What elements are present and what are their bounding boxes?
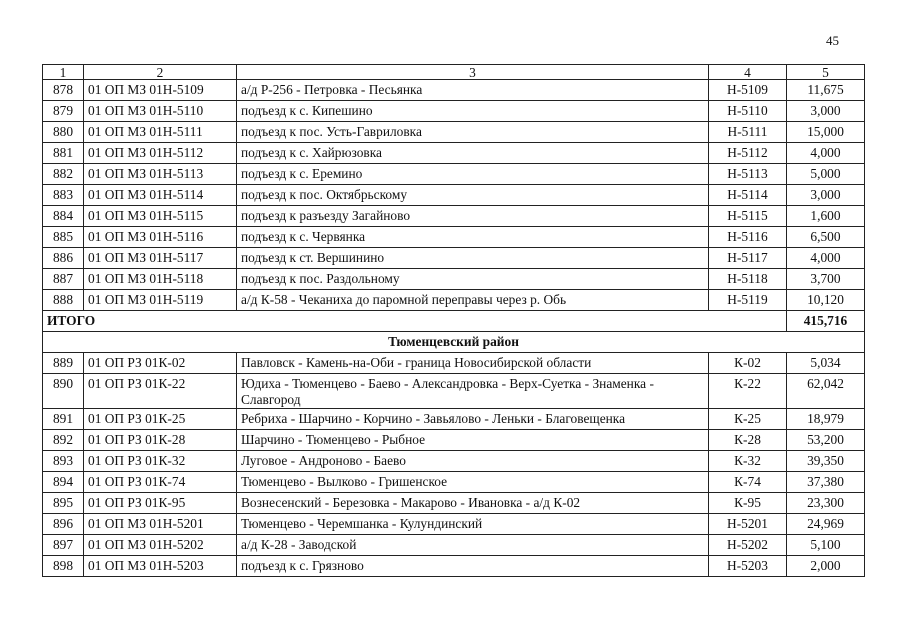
road-short-code: К-22 xyxy=(709,374,787,409)
row-number: 886 xyxy=(43,248,84,269)
road-short-code: Н-5116 xyxy=(709,227,787,248)
row-number: 890 xyxy=(43,374,84,409)
road-length: 23,300 xyxy=(787,493,865,514)
table-row xyxy=(43,374,865,409)
road-id: 01 ОП РЗ 01К-22 xyxy=(84,374,237,409)
road-id: 01 ОП МЗ 01Н-5116 xyxy=(84,227,237,248)
road-short-code: Н-5110 xyxy=(709,101,787,122)
column-header: 5 xyxy=(787,65,865,80)
table-row xyxy=(43,269,865,290)
row-number: 895 xyxy=(43,493,84,514)
road-id: 01 ОП МЗ 01Н-5109 xyxy=(84,80,237,101)
road-name: Луговое - Андроново - Баево xyxy=(237,451,709,472)
road-short-code: Н-5202 xyxy=(709,535,787,556)
road-short-code: Н-5113 xyxy=(709,164,787,185)
road-short-code: Н-5114 xyxy=(709,185,787,206)
road-short-code: К-95 xyxy=(709,493,787,514)
table-row xyxy=(43,227,865,248)
table-row xyxy=(43,101,865,122)
road-length: 3,000 xyxy=(787,101,865,122)
road-id: 01 ОП МЗ 01Н-5203 xyxy=(84,556,237,577)
table-row xyxy=(43,80,865,101)
road-short-code: Н-5112 xyxy=(709,143,787,164)
road-name: Тюменцево - Вылково - Гришенское xyxy=(237,472,709,493)
road-id: 01 ОП МЗ 01Н-5112 xyxy=(84,143,237,164)
road-name: Тюменцево - Черемшанка - Кулундинский xyxy=(237,514,709,535)
road-name: Вознесенский - Березовка - Макарово - Ивановка - а/д К-02 xyxy=(237,493,709,514)
table-row xyxy=(43,164,865,185)
road-length: 24,969 xyxy=(787,514,865,535)
road-id: 01 ОП РЗ 01К-95 xyxy=(84,493,237,514)
row-number: 893 xyxy=(43,451,84,472)
road-length: 5,100 xyxy=(787,535,865,556)
row-number: 891 xyxy=(43,409,84,430)
road-name: подъезд к пос. Октябрьскому xyxy=(237,185,709,206)
table-row xyxy=(43,430,865,451)
table-row xyxy=(43,122,865,143)
road-length: 6,500 xyxy=(787,227,865,248)
road-name: подъезд к разъезду Загайново xyxy=(237,206,709,227)
row-number: 881 xyxy=(43,143,84,164)
row-number: 879 xyxy=(43,101,84,122)
road-length: 5,034 xyxy=(787,353,865,374)
road-name: Шарчино - Тюменцево - Рыбное xyxy=(237,430,709,451)
row-number: 892 xyxy=(43,430,84,451)
road-short-code: К-28 xyxy=(709,430,787,451)
road-id: 01 ОП МЗ 01Н-5110 xyxy=(84,101,237,122)
table-row xyxy=(43,290,865,311)
road-short-code: К-74 xyxy=(709,472,787,493)
total-label: ИТОГО xyxy=(43,311,787,332)
road-id: 01 ОП МЗ 01Н-5117 xyxy=(84,248,237,269)
road-short-code: Н-5201 xyxy=(709,514,787,535)
row-number: 896 xyxy=(43,514,84,535)
row-number: 897 xyxy=(43,535,84,556)
road-id: 01 ОП МЗ 01Н-5114 xyxy=(84,185,237,206)
road-name: а/д Р-256 - Петровка - Песьянка xyxy=(237,80,709,101)
road-length: 15,000 xyxy=(787,122,865,143)
road-id: 01 ОП РЗ 01К-74 xyxy=(84,472,237,493)
road-name: Ребриха - Шарчино - Корчино - Завьялово - Леньки - Благовещенка xyxy=(237,409,709,430)
road-name: подъезд к с. Кипешино xyxy=(237,101,709,122)
road-length: 11,675 xyxy=(787,80,865,101)
row-number: 885 xyxy=(43,227,84,248)
road-id: 01 ОП МЗ 01Н-5113 xyxy=(84,164,237,185)
row-number: 887 xyxy=(43,269,84,290)
road-id: 01 ОП РЗ 01К-25 xyxy=(84,409,237,430)
road-short-code: Н-5109 xyxy=(709,80,787,101)
table-row xyxy=(43,353,865,374)
column-header: 3 xyxy=(237,65,709,80)
road-length: 18,979 xyxy=(787,409,865,430)
total-row xyxy=(43,311,865,332)
table-row xyxy=(43,514,865,535)
road-id: 01 ОП МЗ 01Н-5115 xyxy=(84,206,237,227)
roads-table xyxy=(42,64,865,577)
road-length: 62,042 xyxy=(787,374,865,409)
section-title: Тюменцевский район xyxy=(43,332,865,353)
road-length: 4,000 xyxy=(787,143,865,164)
row-number: 883 xyxy=(43,185,84,206)
road-length: 2,000 xyxy=(787,556,865,577)
column-header: 4 xyxy=(709,65,787,80)
road-length: 4,000 xyxy=(787,248,865,269)
road-name: подъезд к пос. Усть-Гавриловка xyxy=(237,122,709,143)
road-name: Юдиха - Тюменцево - Баево - Александровка - Верх-Суетка - Знаменка - Славгород xyxy=(237,374,709,409)
row-number: 888 xyxy=(43,290,84,311)
table-row xyxy=(43,472,865,493)
road-id: 01 ОП РЗ 01К-28 xyxy=(84,430,237,451)
road-id: 01 ОП РЗ 01К-32 xyxy=(84,451,237,472)
road-short-code: Н-5115 xyxy=(709,206,787,227)
road-name: а/д К-58 - Чеканиха до паромной переправы через р. Обь xyxy=(237,290,709,311)
row-number: 889 xyxy=(43,353,84,374)
column-header: 1 xyxy=(43,65,84,80)
road-short-code: К-25 xyxy=(709,409,787,430)
road-id: 01 ОП РЗ 01К-02 xyxy=(84,353,237,374)
road-short-code: Н-5118 xyxy=(709,269,787,290)
road-length: 53,200 xyxy=(787,430,865,451)
row-number: 878 xyxy=(43,80,84,101)
road-length: 37,380 xyxy=(787,472,865,493)
table-row xyxy=(43,493,865,514)
page-number: 45 xyxy=(826,33,839,48)
road-id: 01 ОП МЗ 01Н-5119 xyxy=(84,290,237,311)
road-length: 10,120 xyxy=(787,290,865,311)
road-name: а/д К-28 - Заводской xyxy=(237,535,709,556)
table-row xyxy=(43,409,865,430)
road-length: 3,000 xyxy=(787,185,865,206)
table-row xyxy=(43,185,865,206)
row-number: 882 xyxy=(43,164,84,185)
road-short-code: К-02 xyxy=(709,353,787,374)
road-name: подъезд к с. Грязново xyxy=(237,556,709,577)
road-id: 01 ОП МЗ 01Н-5202 xyxy=(84,535,237,556)
road-length: 1,600 xyxy=(787,206,865,227)
table-row xyxy=(43,451,865,472)
section-row xyxy=(43,332,865,353)
road-short-code: Н-5117 xyxy=(709,248,787,269)
road-id: 01 ОП МЗ 01Н-5111 xyxy=(84,122,237,143)
road-short-code: Н-5203 xyxy=(709,556,787,577)
table-row xyxy=(43,206,865,227)
column-number-row xyxy=(43,65,865,80)
table-row xyxy=(43,535,865,556)
column-header: 2 xyxy=(84,65,237,80)
road-short-code: Н-5119 xyxy=(709,290,787,311)
total-value: 415,716 xyxy=(787,311,865,332)
road-short-code: Н-5111 xyxy=(709,122,787,143)
road-length: 39,350 xyxy=(787,451,865,472)
road-length: 3,700 xyxy=(787,269,865,290)
road-name: подъезд к пос. Раздольному xyxy=(237,269,709,290)
road-name: подъезд к ст. Вершинино xyxy=(237,248,709,269)
road-id: 01 ОП МЗ 01Н-5118 xyxy=(84,269,237,290)
table-row xyxy=(43,248,865,269)
road-length: 5,000 xyxy=(787,164,865,185)
road-short-code: К-32 xyxy=(709,451,787,472)
row-number: 884 xyxy=(43,206,84,227)
road-name: подъезд к с. Хайрюзовка xyxy=(237,143,709,164)
road-id: 01 ОП МЗ 01Н-5201 xyxy=(84,514,237,535)
road-name: подъезд к с. Еремино xyxy=(237,164,709,185)
road-name: подъезд к с. Червянка xyxy=(237,227,709,248)
table-row xyxy=(43,556,865,577)
row-number: 894 xyxy=(43,472,84,493)
row-number: 880 xyxy=(43,122,84,143)
road-name: Павловск - Камень-на-Оби - граница Новосибирской области xyxy=(237,353,709,374)
table-row xyxy=(43,143,865,164)
row-number: 898 xyxy=(43,556,84,577)
